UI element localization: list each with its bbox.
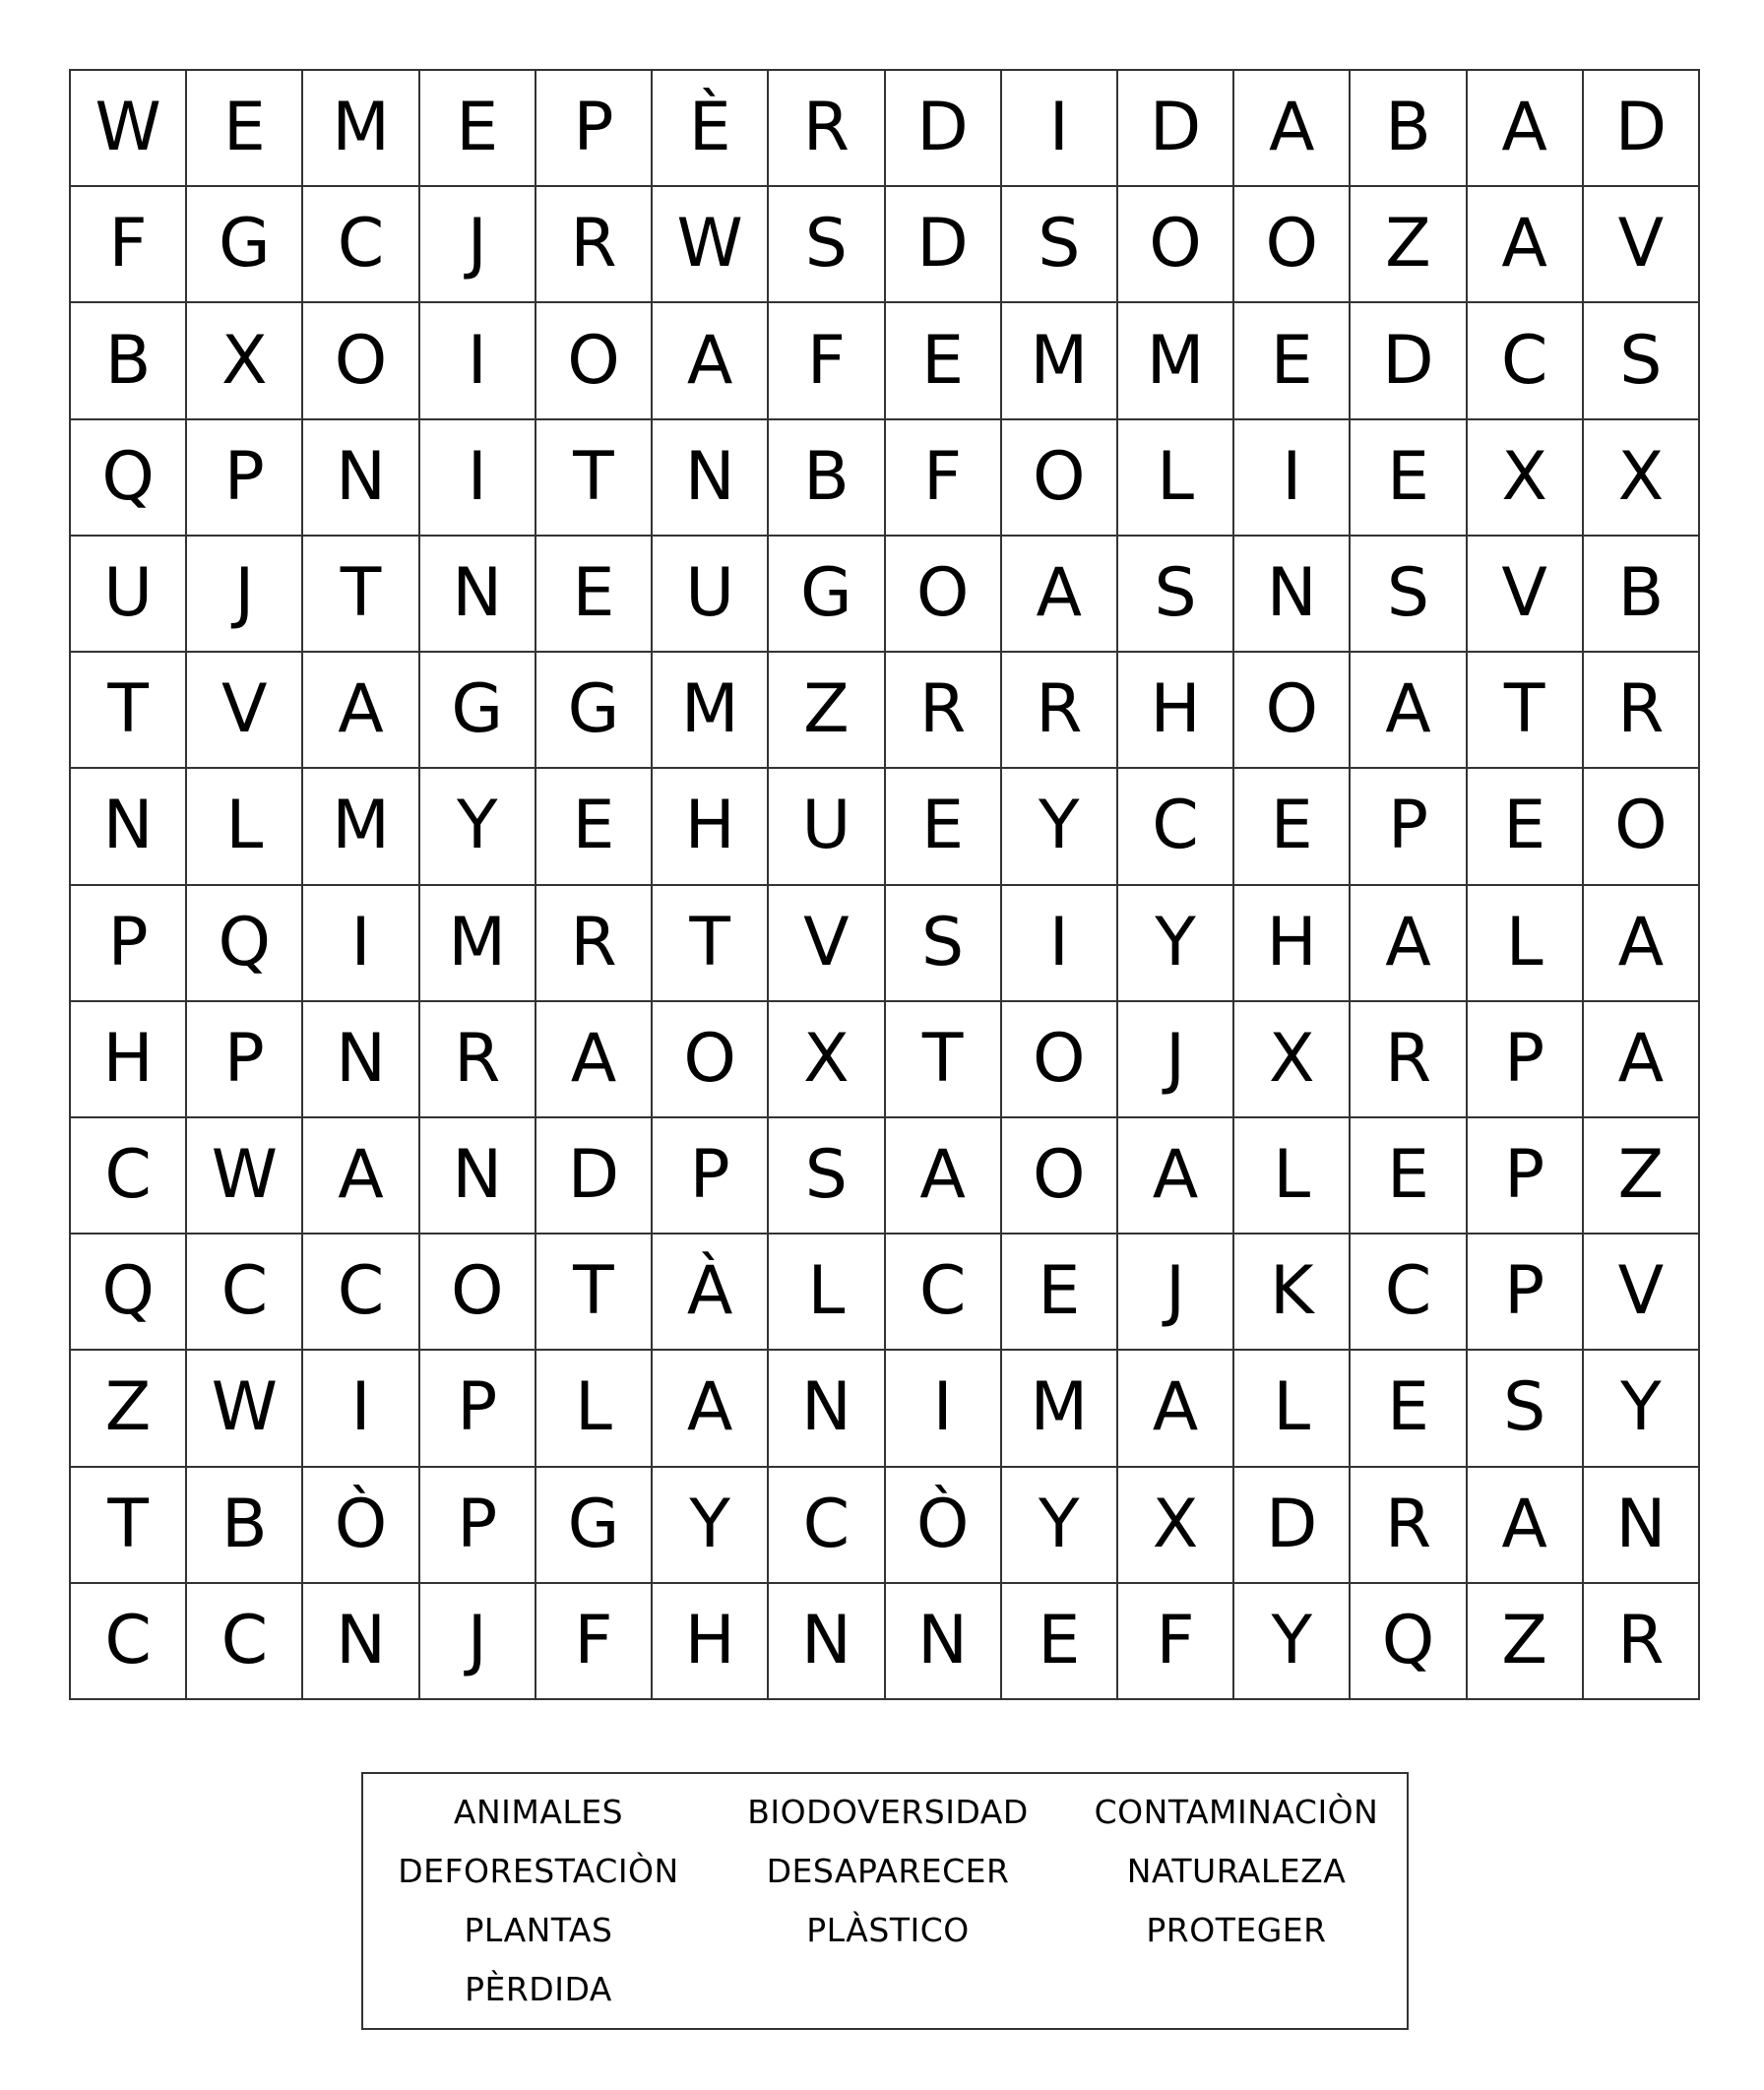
- grid-cell[interactable]: D: [1234, 1468, 1351, 1584]
- word-list-item: ANIMALES: [453, 1792, 624, 1831]
- grid-cell[interactable]: O: [420, 1235, 536, 1351]
- grid-cell[interactable]: H: [71, 1002, 187, 1118]
- grid-cell[interactable]: M: [1002, 1351, 1118, 1467]
- word-list-item: DEFORESTACIÒN: [398, 1851, 679, 1890]
- grid-cell[interactable]: W: [187, 1118, 303, 1235]
- grid-cell[interactable]: C: [1118, 769, 1234, 885]
- grid-cell[interactable]: A: [1468, 187, 1584, 303]
- grid-cell[interactable]: L: [1468, 886, 1584, 1002]
- grid-cell[interactable]: T: [886, 1002, 1002, 1118]
- grid-cell[interactable]: S: [1118, 537, 1234, 653]
- grid-cell[interactable]: U: [653, 537, 769, 653]
- grid-cell[interactable]: T: [536, 420, 653, 537]
- grid-cell[interactable]: N: [653, 420, 769, 537]
- grid-cell[interactable]: N: [303, 1002, 419, 1118]
- grid-cell[interactable]: C: [1351, 1235, 1467, 1351]
- word-list-item: PLÀSTICO: [806, 1910, 970, 1949]
- grid-cell[interactable]: B: [71, 303, 187, 419]
- grid-cell[interactable]: S: [1002, 187, 1118, 303]
- grid-cell[interactable]: C: [71, 1584, 187, 1700]
- grid-cell[interactable]: R: [420, 1002, 536, 1118]
- grid-cell[interactable]: Y: [653, 1468, 769, 1584]
- grid-cell[interactable]: Y: [1234, 1584, 1351, 1700]
- grid-cell[interactable]: E: [1002, 1235, 1118, 1351]
- grid-cell[interactable]: Z: [769, 653, 885, 769]
- grid-cell[interactable]: T: [653, 886, 769, 1002]
- grid-cell[interactable]: Q: [71, 1235, 187, 1351]
- grid-cell[interactable]: L: [536, 1351, 653, 1467]
- grid-cell[interactable]: S: [1351, 537, 1467, 653]
- grid-cell[interactable]: M: [653, 653, 769, 769]
- grid-cell[interactable]: O: [536, 303, 653, 419]
- grid-cell[interactable]: A: [1584, 886, 1700, 1002]
- grid-cell[interactable]: A: [886, 1118, 1002, 1235]
- grid-cell[interactable]: C: [769, 1468, 885, 1584]
- grid-cell[interactable]: O: [1118, 187, 1234, 303]
- grid-cell[interactable]: C: [187, 1235, 303, 1351]
- grid-cell[interactable]: J: [187, 537, 303, 653]
- grid-cell[interactable]: P: [187, 420, 303, 537]
- grid-cell[interactable]: Z: [1468, 1584, 1584, 1700]
- grid-cell[interactable]: A: [1002, 537, 1118, 653]
- grid-cell[interactable]: I: [1002, 71, 1118, 187]
- grid-cell[interactable]: V: [1468, 537, 1584, 653]
- grid-cell[interactable]: M: [303, 769, 419, 885]
- grid-cell[interactable]: Z: [71, 1351, 187, 1467]
- grid-cell[interactable]: E: [1002, 1584, 1118, 1700]
- grid-cell[interactable]: A: [1118, 1351, 1234, 1467]
- grid-cell[interactable]: D: [886, 187, 1002, 303]
- grid-cell[interactable]: N: [769, 1584, 885, 1700]
- grid-cell[interactable]: V: [1584, 187, 1700, 303]
- grid-cell[interactable]: G: [187, 187, 303, 303]
- grid-cell[interactable]: R: [1584, 1584, 1700, 1700]
- grid-cell[interactable]: L: [1118, 420, 1234, 537]
- grid-cell[interactable]: Y: [420, 769, 536, 885]
- grid-cell[interactable]: M: [303, 71, 419, 187]
- grid-cell[interactable]: A: [1118, 1118, 1234, 1235]
- grid-cell[interactable]: A: [653, 303, 769, 419]
- grid-cell[interactable]: L: [1234, 1351, 1351, 1467]
- grid-cell[interactable]: E: [1351, 1118, 1467, 1235]
- grid-cell[interactable]: A: [1351, 653, 1467, 769]
- grid-cell[interactable]: J: [1118, 1235, 1234, 1351]
- grid-cell[interactable]: P: [420, 1468, 536, 1584]
- grid-cell[interactable]: O: [1002, 420, 1118, 537]
- grid-cell[interactable]: E: [187, 71, 303, 187]
- grid-cell[interactable]: M: [1118, 303, 1234, 419]
- grid-cell[interactable]: H: [653, 1584, 769, 1700]
- grid-cell[interactable]: I: [1234, 420, 1351, 537]
- grid-cell[interactable]: X: [769, 1002, 885, 1118]
- grid-cell[interactable]: N: [71, 769, 187, 885]
- grid-cell[interactable]: E: [536, 769, 653, 885]
- grid-cell[interactable]: S: [769, 187, 885, 303]
- grid-cell[interactable]: O: [1234, 653, 1351, 769]
- grid-cell[interactable]: X: [1234, 1002, 1351, 1118]
- grid-cell[interactable]: E: [1234, 769, 1351, 885]
- grid-cell[interactable]: I: [303, 1351, 419, 1467]
- grid-cell[interactable]: P: [1468, 1118, 1584, 1235]
- grid-cell[interactable]: S: [769, 1118, 885, 1235]
- grid-cell[interactable]: S: [886, 886, 1002, 1002]
- grid-cell[interactable]: O: [1002, 1118, 1118, 1235]
- grid-cell[interactable]: B: [187, 1468, 303, 1584]
- grid-cell[interactable]: G: [769, 537, 885, 653]
- grid-cell[interactable]: N: [303, 1584, 419, 1700]
- grid-cell[interactable]: B: [769, 420, 885, 537]
- grid-cell[interactable]: E: [1234, 303, 1351, 419]
- grid-cell[interactable]: B: [1584, 537, 1700, 653]
- grid-cell[interactable]: P: [420, 1351, 536, 1467]
- grid-cell[interactable]: J: [420, 187, 536, 303]
- grid-cell[interactable]: D: [1118, 71, 1234, 187]
- grid-cell[interactable]: R: [1351, 1002, 1467, 1118]
- grid-cell[interactable]: F: [886, 420, 1002, 537]
- grid-cell[interactable]: T: [536, 1235, 653, 1351]
- word-list-item: PLANTAS: [464, 1910, 613, 1949]
- grid-cell[interactable]: E: [886, 303, 1002, 419]
- grid-cell[interactable]: R: [1002, 653, 1118, 769]
- grid-cell[interactable]: N: [420, 537, 536, 653]
- grid-cell[interactable]: R: [1584, 653, 1700, 769]
- grid-cell[interactable]: Q: [187, 886, 303, 1002]
- grid-cell[interactable]: I: [1002, 886, 1118, 1002]
- grid-cell[interactable]: R: [536, 187, 653, 303]
- grid-cell[interactable]: A: [653, 1351, 769, 1467]
- grid-cell[interactable]: R: [886, 653, 1002, 769]
- grid-cell[interactable]: E: [1351, 1351, 1467, 1467]
- grid-cell[interactable]: C: [303, 187, 419, 303]
- grid-cell[interactable]: A: [1468, 71, 1584, 187]
- grid-cell[interactable]: A: [303, 653, 419, 769]
- grid-cell[interactable]: O: [653, 1002, 769, 1118]
- grid-cell[interactable]: P: [1468, 1002, 1584, 1118]
- grid-cell[interactable]: È: [653, 71, 769, 187]
- grid-cell[interactable]: Q: [71, 420, 187, 537]
- grid-cell[interactable]: H: [1118, 653, 1234, 769]
- grid-cell[interactable]: T: [71, 653, 187, 769]
- grid-cell[interactable]: N: [886, 1584, 1002, 1700]
- grid-cell[interactable]: E: [536, 537, 653, 653]
- grid-cell[interactable]: V: [769, 886, 885, 1002]
- grid-cell[interactable]: Y: [1002, 1468, 1118, 1584]
- grid-cell[interactable]: A: [303, 1118, 419, 1235]
- grid-cell[interactable]: C: [303, 1235, 419, 1351]
- grid-cell[interactable]: F: [1118, 1584, 1234, 1700]
- grid-cell[interactable]: C: [886, 1235, 1002, 1351]
- grid-cell[interactable]: R: [769, 71, 885, 187]
- grid-cell[interactable]: Y: [1118, 886, 1234, 1002]
- word-list-item: NATURALEZA: [1126, 1851, 1347, 1890]
- grid-cell[interactable]: Y: [1002, 769, 1118, 885]
- grid-cell[interactable]: N: [1234, 537, 1351, 653]
- grid-cell[interactable]: V: [1584, 1235, 1700, 1351]
- grid-cell[interactable]: J: [1118, 1002, 1234, 1118]
- grid-cell[interactable]: W: [187, 1351, 303, 1467]
- grid-cell[interactable]: Z: [1351, 187, 1467, 303]
- grid-cell[interactable]: M: [1002, 303, 1118, 419]
- grid-cell[interactable]: S: [1468, 1351, 1584, 1467]
- grid-cell[interactable]: O: [1234, 187, 1351, 303]
- grid-cell[interactable]: A: [1351, 886, 1467, 1002]
- grid-cell[interactable]: O: [1002, 1002, 1118, 1118]
- grid-cell[interactable]: T: [1468, 653, 1584, 769]
- grid-cell[interactable]: Z: [1584, 1118, 1700, 1235]
- grid-cell[interactable]: X: [1468, 420, 1584, 537]
- grid-cell[interactable]: C: [71, 1118, 187, 1235]
- grid-cell[interactable]: P: [1351, 769, 1467, 885]
- grid-cell[interactable]: À: [653, 1235, 769, 1351]
- grid-cell[interactable]: I: [420, 303, 536, 419]
- grid-cell[interactable]: A: [1234, 71, 1351, 187]
- grid-cell[interactable]: I: [303, 886, 419, 1002]
- grid-cell[interactable]: S: [1584, 303, 1700, 419]
- grid-cell[interactable]: Ò: [886, 1468, 1002, 1584]
- grid-cell[interactable]: D: [886, 71, 1002, 187]
- grid-cell[interactable]: V: [187, 653, 303, 769]
- grid-cell[interactable]: P: [1468, 1235, 1584, 1351]
- grid-cell[interactable]: P: [653, 1118, 769, 1235]
- word-list-item: CONTAMINACIÒN: [1094, 1792, 1379, 1831]
- grid-cell[interactable]: P: [187, 1002, 303, 1118]
- letter-grid: [69, 69, 1700, 1700]
- grid-cell[interactable]: G: [420, 653, 536, 769]
- word-list: [361, 1772, 1409, 2030]
- grid-cell[interactable]: A: [1468, 1468, 1584, 1584]
- grid-cell[interactable]: F: [769, 303, 885, 419]
- grid-cell[interactable]: N: [769, 1351, 885, 1467]
- word-list-item: PROTEGER: [1146, 1910, 1327, 1949]
- grid-cell[interactable]: U: [71, 537, 187, 653]
- grid-cell[interactable]: R: [536, 886, 653, 1002]
- word-list-item: PÈRDIDA: [465, 1969, 612, 2008]
- grid-cell[interactable]: O: [1584, 769, 1700, 885]
- grid-cell[interactable]: X: [1118, 1468, 1234, 1584]
- grid-cell[interactable]: E: [420, 71, 536, 187]
- grid-cell[interactable]: P: [536, 71, 653, 187]
- grid-cell[interactable]: I: [886, 1351, 1002, 1467]
- grid-cell[interactable]: K: [1234, 1235, 1351, 1351]
- grid-cell[interactable]: C: [1468, 303, 1584, 419]
- word-list-item: BIODOVERSIDAD: [747, 1792, 1029, 1831]
- grid-cell[interactable]: N: [420, 1118, 536, 1235]
- grid-cell[interactable]: R: [1351, 1468, 1467, 1584]
- grid-cell[interactable]: A: [1584, 1002, 1700, 1118]
- grid-cell[interactable]: B: [1351, 71, 1467, 187]
- grid-cell[interactable]: X: [1584, 420, 1700, 537]
- grid-cell[interactable]: N: [303, 420, 419, 537]
- grid-cell[interactable]: D: [1351, 303, 1467, 419]
- grid-cell[interactable]: H: [653, 769, 769, 885]
- grid-cell[interactable]: Ò: [303, 1468, 419, 1584]
- grid-cell[interactable]: Q: [1351, 1584, 1467, 1700]
- grid-cell[interactable]: Y: [1584, 1351, 1700, 1467]
- grid-cell[interactable]: E: [1351, 420, 1467, 537]
- grid-cell[interactable]: C: [187, 1584, 303, 1700]
- grid-cell[interactable]: M: [420, 886, 536, 1002]
- grid-cell[interactable]: P: [71, 886, 187, 1002]
- grid-cell[interactable]: D: [536, 1118, 653, 1235]
- grid-cell[interactable]: E: [886, 769, 1002, 885]
- grid-cell[interactable]: T: [303, 537, 419, 653]
- word-list-item: DESAPARECER: [766, 1851, 1010, 1890]
- grid-cell[interactable]: L: [769, 1235, 885, 1351]
- grid-cell[interactable]: N: [1584, 1468, 1700, 1584]
- grid-cell[interactable]: E: [1468, 769, 1584, 885]
- grid-cell[interactable]: T: [71, 1468, 187, 1584]
- grid-cell[interactable]: A: [536, 1002, 653, 1118]
- grid-cell[interactable]: O: [303, 303, 419, 419]
- grid-cell[interactable]: X: [187, 303, 303, 419]
- grid-cell[interactable]: F: [536, 1584, 653, 1700]
- grid-cell[interactable]: O: [886, 537, 1002, 653]
- grid-cell[interactable]: H: [1234, 886, 1351, 1002]
- grid-cell[interactable]: J: [420, 1584, 536, 1700]
- grid-cell[interactable]: W: [653, 187, 769, 303]
- grid-cell[interactable]: W: [71, 71, 187, 187]
- grid-cell[interactable]: U: [769, 769, 885, 885]
- grid-cell[interactable]: L: [1234, 1118, 1351, 1235]
- grid-cell[interactable]: G: [536, 653, 653, 769]
- grid-cell[interactable]: D: [1584, 71, 1700, 187]
- grid-cell[interactable]: F: [71, 187, 187, 303]
- grid-cell[interactable]: I: [420, 420, 536, 537]
- grid-cell[interactable]: L: [187, 769, 303, 885]
- grid-cell[interactable]: G: [536, 1468, 653, 1584]
